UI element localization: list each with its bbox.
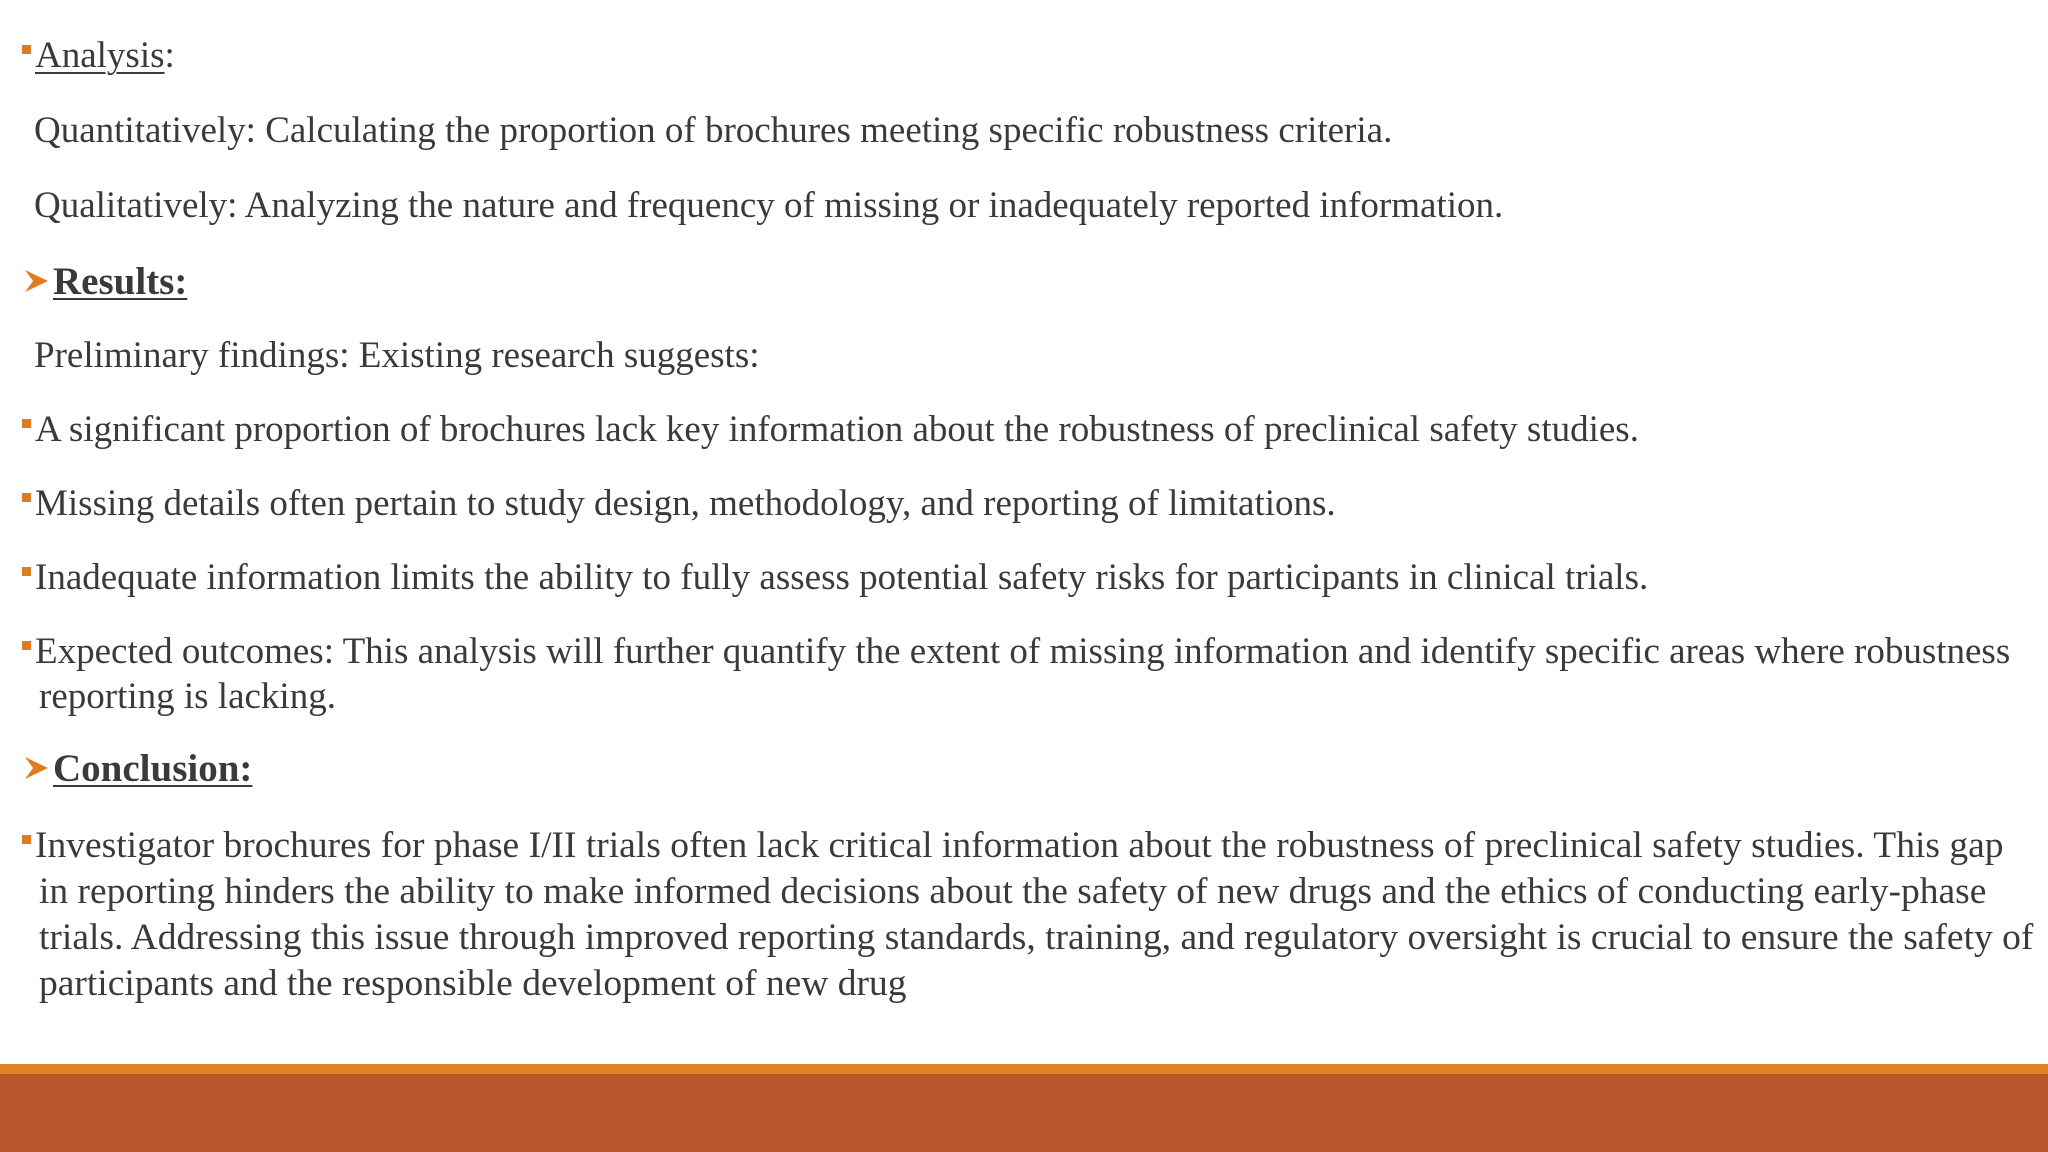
analysis-colon: :	[164, 35, 175, 76]
results-bullet-text: Expected outcomes: This analysis will further quantify the extent of missing information and identify specific areas where robustness reporting is lacking.	[35, 631, 2011, 717]
results-bullet	[22, 481, 2048, 527]
conclusion-body	[22, 823, 2039, 1007]
square-bullet-icon	[22, 45, 31, 54]
analysis-label: Analysis	[35, 35, 165, 76]
results-bullet	[22, 407, 2048, 453]
results-heading: Results:	[53, 260, 188, 303]
results-bullet-text: Missing details often pertain to study design, methodology, and reporting of limitations.	[35, 483, 1336, 524]
analysis-quantitative: Quantitatively: Calculating the proportion of brochures meeting specific robustness criteria.	[34, 110, 1393, 151]
square-bullet-icon	[22, 835, 31, 844]
square-bullet-icon	[22, 567, 31, 576]
results-bullet	[22, 555, 2048, 601]
square-bullet-icon	[22, 493, 31, 502]
analysis-line	[22, 33, 2048, 79]
results-bullet	[22, 629, 2039, 719]
arrow-bullet-icon	[22, 266, 52, 296]
results-bullet-text: Inadequate information limits the ability to fully assess potential safety risks for participants in clinical trials.	[35, 557, 1649, 598]
results-intro: Preliminary findings: Existing research suggests:	[34, 335, 760, 376]
footer-band-dark	[0, 1074, 2048, 1152]
arrow-bullet-icon	[22, 753, 52, 783]
square-bullet-icon	[22, 641, 31, 650]
footer-band-light	[0, 1064, 2048, 1074]
results-bullet-text: A significant proportion of brochures lack key information about the robustness of preclinical safety studies.	[35, 409, 1639, 450]
conclusion-body-text: Investigator brochures for phase I/II trials often lack critical information about the robustness of preclinical safety studies. This gap in reporting hinders the ability to make informed decisions about the safety of new drugs and the ethics of conducting early-phase trials. Addressing this issue through improved reporting standards, training, and regulatory oversight is crucial to ensure the safety of participants and the responsible development of new drug	[35, 825, 2034, 1004]
conclusion-heading: Conclusion:	[53, 747, 253, 790]
square-bullet-icon	[22, 419, 31, 428]
analysis-qualitative: Qualitatively: Analyzing the nature and frequency of missing or inadequately reported information.	[34, 185, 1504, 226]
